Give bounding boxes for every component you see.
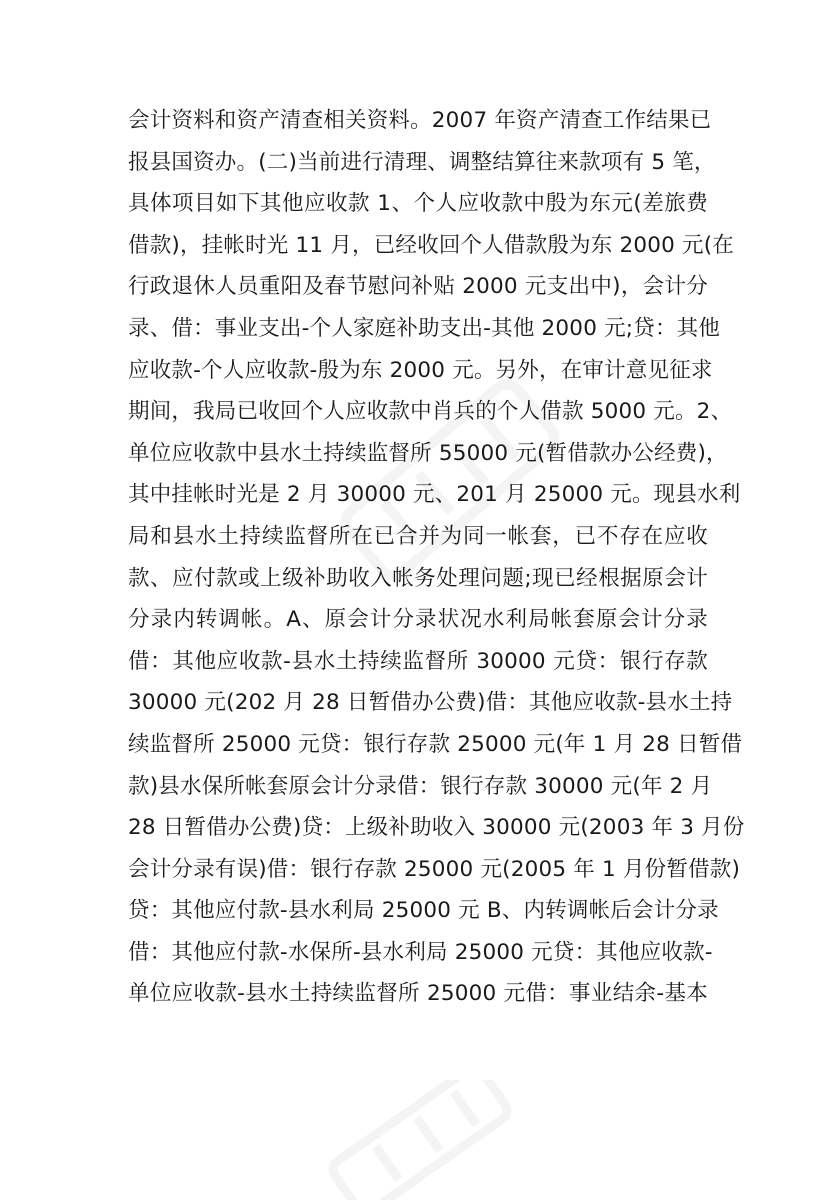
text-line: 贷：其他应付款-县水利局 25000 元 B、内转调帐后会计分录 xyxy=(128,898,719,924)
text-line: 单位应收款-县水土持续监督所 25000 元借：事业结余-基本 xyxy=(128,981,708,1007)
text-line: 续监督所 25000 元贷：银行存款 25000 元(年 1 月 28 日暂借 xyxy=(128,731,743,757)
text-line: 分录内转调帐。A、原会计分录状况水利局帐套原会计分录 xyxy=(128,607,708,633)
text-line: 28 日暂借办公费)贷：上级补助收入 30000 元(2003 年 3 月份 xyxy=(128,815,745,841)
text-line: 款、应付款或上级补助收入帐务处理问题;现已经根据原会计 xyxy=(128,565,708,591)
text-line: 局和县水土持续监督所在已合并为同一帐套，已不存在应收 xyxy=(128,523,708,549)
text-line: 行政退休人员重阳及春节慰问补贴 2000 元支出中)，会计分 xyxy=(128,274,708,300)
text-line: 借款)，挂帐时光 11 月，已经收回个人借款殷为东 2000 元(在 xyxy=(128,232,734,258)
text-line: 录、借：事业支出-个人家庭补助支出-其他 2000 元;贷：其他 xyxy=(128,315,721,341)
watermark-logo-bottom xyxy=(300,1080,540,1200)
text-line: 借：其他应收款-县水土持续监督所 30000 元贷：银行存款 xyxy=(128,648,708,674)
document-body xyxy=(128,100,745,1015)
text-line: 应收款-个人应收款-殷为东 2000 元。另外，在审计意见征求 xyxy=(128,357,713,383)
text-line: 会计资料和资产清查相关资料。2007 年资产清查工作结果已 xyxy=(128,108,712,133)
text-line: 30000 元(202 月 28 日暂借办公费)借：其他应收款-县水土持 xyxy=(128,690,733,716)
text-line: 期间，我局已收回个人应收款中肖兵的个人借款 5000 元。2、 xyxy=(128,399,733,425)
text-line: 报县国资办。(二)当前进行清理、调整结算往来款项有 5 笔， xyxy=(128,149,716,175)
text-line: 会计分录有误)借：银行存款 25000 元(2005 年 1 月份暂借款) xyxy=(128,856,741,882)
text-line: 其中挂帐时光是 2 月 30000 元、201 月 25000 元。现县水利 xyxy=(128,482,741,508)
text-line: 款)县水保所帐套原会计分录借：银行存款 30000 元(年 2 月 xyxy=(128,773,713,799)
text-line: 具体项目如下其他应收款 1、个人应收款中殷为东元(差旅费 xyxy=(128,191,708,217)
text-line: 单位应收款中县水土持续监督所 55000 元(暂借款办公经费)， xyxy=(128,440,728,466)
text-line: 借：其他应付款-水保所-县水利局 25000 元贷：其他应收款- xyxy=(128,939,713,965)
